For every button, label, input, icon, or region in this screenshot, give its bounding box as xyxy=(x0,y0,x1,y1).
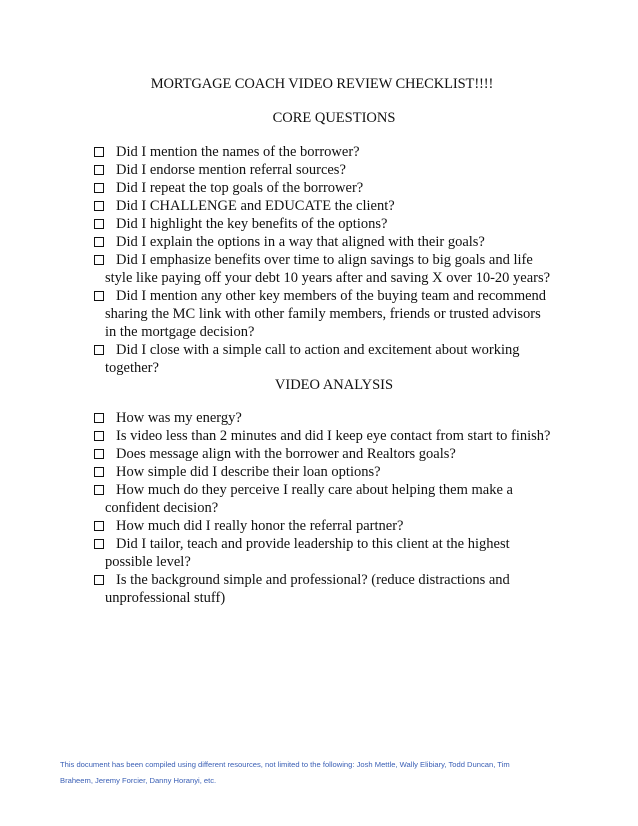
empty-checkbox-icon[interactable] xyxy=(94,219,104,229)
section-heading-video-analysis: VIDEO ANALYSIS xyxy=(274,377,394,393)
checklist-item xyxy=(94,571,574,607)
checklist-item-line: How simple did I describe their loan options? xyxy=(116,464,381,480)
checklist-item-line: Did I highlight the key benefits of the options? xyxy=(116,216,388,232)
checklist-item-line: Did I repeat the top goals of the borrower? xyxy=(116,180,364,196)
footer-line: Braheem, Jeremy Forcier, Danny Horanyi, etc. xyxy=(60,776,217,785)
empty-checkbox-icon[interactable] xyxy=(94,449,104,459)
checklist-item-text xyxy=(116,197,574,215)
checklist-item-text xyxy=(105,251,574,287)
checklist-item xyxy=(94,215,574,233)
checklist-item-line: in the mortgage decision? xyxy=(105,324,255,340)
empty-checkbox-icon[interactable] xyxy=(94,165,104,175)
checklist-item-line: style like paying off your debt 10 years after and saving X over 10-20 years? xyxy=(105,270,551,286)
checklist-item-line: together? xyxy=(105,360,159,376)
checklist-item-text xyxy=(116,143,574,161)
empty-checkbox-icon[interactable] xyxy=(94,201,104,211)
checklist-item-text xyxy=(116,409,574,427)
checklist-item xyxy=(94,233,574,251)
checklist-item xyxy=(94,143,574,161)
empty-checkbox-icon[interactable] xyxy=(94,413,104,423)
checklist-item xyxy=(94,251,574,287)
checklist-item xyxy=(94,341,574,377)
empty-checkbox-icon[interactable] xyxy=(94,183,104,193)
checklist-item-line: Did I tailor, teach and provide leadership to this client at the highest xyxy=(116,536,510,552)
checklist-item-text xyxy=(116,233,574,251)
checklist-item xyxy=(94,445,574,463)
checklist-item-text xyxy=(116,445,574,463)
checklist-item xyxy=(94,517,574,535)
checklist-item-line: How was my energy? xyxy=(116,410,242,426)
checklist-item-line: possible level? xyxy=(105,554,191,570)
checklist-item-line: How much do they perceive I really care about helping them make a xyxy=(116,482,513,498)
empty-checkbox-icon[interactable] xyxy=(94,255,104,265)
checklist-item-text xyxy=(105,571,574,607)
checklist-item-text xyxy=(105,341,574,377)
document-title: MORTGAGE COACH VIDEO REVIEW CHECKLIST!!!! xyxy=(150,76,494,92)
checklist-item-text xyxy=(116,161,574,179)
checklist-item xyxy=(94,409,574,427)
checklist-item-line: unprofessional stuff) xyxy=(105,590,226,606)
checklist-item-line: Did I close with a simple call to action and excitement about working xyxy=(116,342,520,358)
empty-checkbox-icon[interactable] xyxy=(94,539,104,549)
checklist-item-line: Did I mention any other key members of the buying team and recommend xyxy=(116,288,547,304)
checklist-item xyxy=(94,197,574,215)
checklist-item xyxy=(94,161,574,179)
empty-checkbox-icon[interactable] xyxy=(94,521,104,531)
empty-checkbox-icon[interactable] xyxy=(94,291,104,301)
checklist-item-text xyxy=(105,535,574,571)
checklist-item-line: Did I explain the options in a way that aligned with their goals? xyxy=(116,234,485,250)
checklist-item-line: Does message align with the borrower and Realtors goals? xyxy=(116,446,456,462)
footer-credits xyxy=(60,757,560,789)
empty-checkbox-icon[interactable] xyxy=(94,575,104,585)
empty-checkbox-icon[interactable] xyxy=(94,467,104,477)
checklist-item-text xyxy=(105,481,574,517)
empty-checkbox-icon[interactable] xyxy=(94,147,104,157)
checklist-item xyxy=(94,535,574,571)
checklist-item-line: Did I mention the names of the borrower? xyxy=(116,144,360,160)
checklist-item xyxy=(94,179,574,197)
checklist-item-line: Is the background simple and professional? (reduce distractions and xyxy=(116,572,510,588)
checklist-item-text xyxy=(116,427,574,445)
checklist-item xyxy=(94,287,574,341)
empty-checkbox-icon[interactable] xyxy=(94,345,104,355)
checklist-item xyxy=(94,427,574,445)
checklist-item-text xyxy=(116,215,574,233)
checklist-item-line: Is video less than 2 minutes and did I keep eye contact from start to finish? xyxy=(116,428,551,444)
checklist-item-line: Did I endorse mention referral sources? xyxy=(116,162,346,178)
checklist-item-text xyxy=(116,463,574,481)
checklist-item-line: How much did I really honor the referral partner? xyxy=(116,518,404,534)
checklist-item-text xyxy=(105,287,574,341)
video-analysis-checklist xyxy=(94,409,574,607)
checklist-item-text xyxy=(116,179,574,197)
checklist-item-line: sharing the MC link with other family members, friends or trusted advisors xyxy=(105,306,541,322)
checklist-item-line: Did I CHALLENGE and EDUCATE the client? xyxy=(116,198,395,214)
checklist-item-line: Did I emphasize benefits over time to align savings to big goals and life xyxy=(116,252,533,268)
section-heading-core-questions: CORE QUESTIONS xyxy=(272,110,396,126)
checklist-item xyxy=(94,463,574,481)
empty-checkbox-icon[interactable] xyxy=(94,431,104,441)
checklist-item-text xyxy=(116,517,574,535)
empty-checkbox-icon[interactable] xyxy=(94,485,104,495)
checklist-item-line: confident decision? xyxy=(105,500,219,516)
core-questions-checklist xyxy=(94,143,574,377)
checklist-item xyxy=(94,481,574,517)
empty-checkbox-icon[interactable] xyxy=(94,237,104,247)
footer-line: This document has been compiled using different resources, not limited to the following: Josh Mettle, Wally Elibiary, Todd Duncan, Tim xyxy=(60,760,510,769)
